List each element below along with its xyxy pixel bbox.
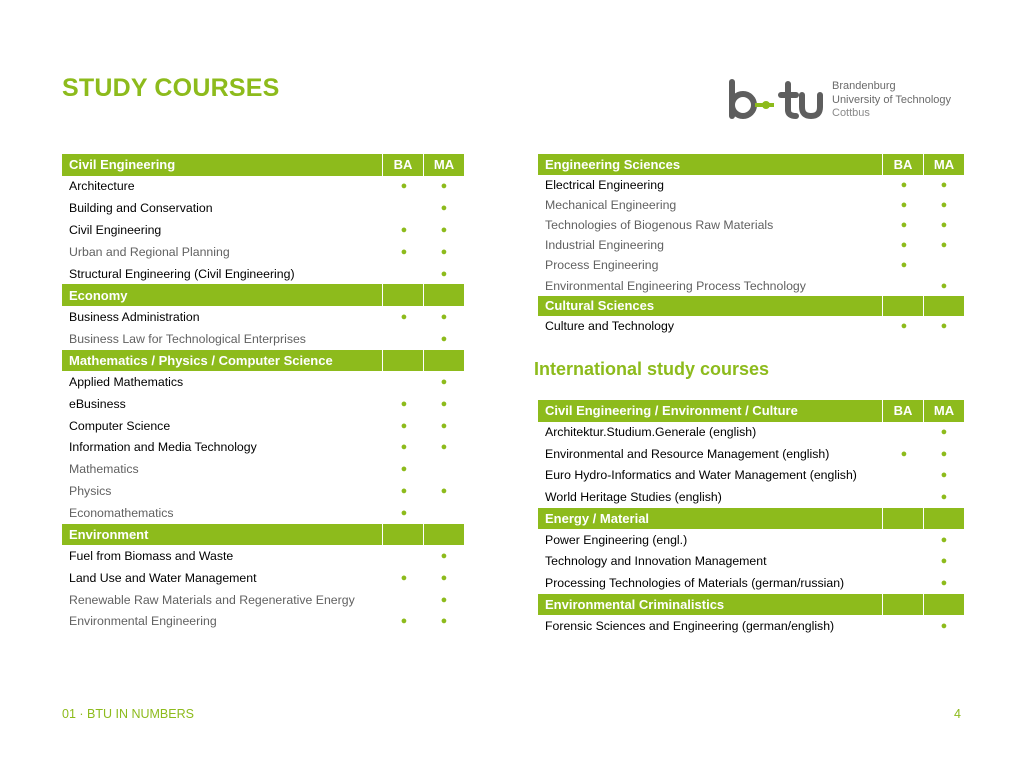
- table-row: [62, 458, 464, 480]
- ma-available-dot: ●: [440, 223, 448, 236]
- section-title: Environmental Criminalistics: [545, 596, 725, 612]
- ba-available-dot: ●: [400, 441, 408, 454]
- ma-available-dot: ●: [440, 310, 448, 323]
- course-name: Computer Science: [69, 418, 171, 433]
- table-row: [62, 263, 464, 285]
- ma-available-dot: ●: [940, 279, 948, 292]
- table-row: [62, 415, 464, 437]
- ba-available-dot: ●: [400, 310, 408, 323]
- course-name: eBusiness: [69, 396, 126, 411]
- table-row: [538, 235, 964, 255]
- table-row: [538, 615, 964, 637]
- table-row: [538, 443, 964, 465]
- ma-available-dot: ●: [940, 533, 948, 546]
- ba-available-dot: ●: [900, 239, 908, 252]
- section-title: Civil Engineering: [69, 157, 176, 173]
- table-row: [62, 436, 464, 458]
- ba-available-dot: ●: [400, 506, 408, 519]
- table-row: [538, 572, 964, 594]
- section-title: Environment: [69, 526, 149, 542]
- table-row: [538, 275, 964, 295]
- table-section-header: [62, 284, 464, 306]
- table-row: [62, 219, 464, 241]
- ba-available-dot: ●: [900, 320, 908, 333]
- table-row: [62, 306, 464, 328]
- column-header-ma: [423, 350, 464, 372]
- logo-line-3: Cottbus: [832, 107, 870, 119]
- ba-available-dot: ●: [900, 259, 908, 272]
- ma-available-dot: ●: [440, 593, 448, 606]
- table-row: [62, 176, 464, 198]
- section-title: Engineering Sciences: [545, 156, 681, 172]
- ma-available-dot: ●: [940, 426, 948, 439]
- course-name: Power Engineering (engl.): [545, 532, 688, 547]
- section-title: Economy: [69, 287, 128, 303]
- ba-available-dot: ●: [400, 245, 408, 258]
- course-name: Processing Technologies of Materials (german/russian): [545, 575, 845, 590]
- table-row: [62, 502, 464, 524]
- logo-text: [832, 80, 951, 121]
- column-header-ma: [423, 284, 464, 306]
- table-section-header: [538, 508, 964, 530]
- column-header-ba: [382, 284, 423, 306]
- column-header-ba: [382, 524, 423, 546]
- table-section-header: [538, 400, 964, 422]
- ba-available-dot: ●: [400, 615, 408, 628]
- course-name: Information and Media Technology: [69, 440, 257, 455]
- ma-available-dot: ●: [440, 397, 448, 410]
- column-header-ba: [882, 594, 923, 616]
- course-name: Economathematics: [69, 505, 174, 520]
- course-name: Architektur.Studium.Generale (english): [545, 425, 757, 440]
- column-header-ma: [923, 594, 964, 616]
- column-header-ma: [423, 524, 464, 546]
- ma-available-dot: ●: [440, 615, 448, 628]
- course-name: Fuel from Biomass and Waste: [69, 549, 234, 564]
- course-name: Industrial Engineering: [545, 238, 664, 253]
- left-course-table: [62, 154, 464, 632]
- ba-available-dot: ●: [400, 397, 408, 410]
- ba-available-dot: ●: [900, 198, 908, 211]
- international-title: International study courses: [534, 359, 770, 379]
- ba-available-dot: ●: [400, 484, 408, 497]
- ma-available-dot: ●: [440, 332, 448, 345]
- ba-available-dot: ●: [400, 223, 408, 236]
- table-row: [538, 255, 964, 275]
- btu-logo: [726, 78, 966, 124]
- column-header-ma: MA: [423, 154, 464, 176]
- section-title: Cultural Sciences: [545, 298, 655, 314]
- ma-available-dot: ●: [940, 218, 948, 231]
- logo-line-2: University of Technology: [832, 93, 952, 106]
- table-section-header: [538, 296, 964, 317]
- column-header-ba: BA: [882, 154, 923, 175]
- ma-available-dot: ●: [940, 469, 948, 482]
- ma-available-dot: ●: [440, 375, 448, 388]
- table-row: [538, 529, 964, 551]
- table-row: [62, 611, 464, 633]
- ma-available-dot: ●: [940, 178, 948, 191]
- ma-available-dot: ●: [440, 202, 448, 215]
- course-name: Environmental and Resource Management (english): [545, 446, 830, 461]
- ma-available-dot: ●: [940, 320, 948, 333]
- column-header-ma: MA: [923, 154, 964, 175]
- btu-logo-mark: [726, 78, 826, 124]
- table-row: [62, 197, 464, 219]
- table-row: [62, 371, 464, 393]
- table-row: [62, 545, 464, 567]
- table-row: [62, 567, 464, 589]
- course-name: Technology and Innovation Management: [545, 554, 767, 569]
- ba-available-dot: ●: [400, 463, 408, 476]
- course-name: Mechanical Engineering: [545, 197, 677, 212]
- column-header-ma: MA: [923, 400, 964, 422]
- section-title: Civil Engineering / Environment / Culture: [545, 403, 798, 419]
- table-row: [538, 465, 964, 487]
- ma-available-dot: ●: [940, 198, 948, 211]
- table-section-header: [62, 350, 464, 372]
- ma-available-dot: ●: [940, 576, 948, 589]
- course-name: Forensic Sciences and Engineering (german/english): [545, 618, 835, 633]
- course-name: Building and Conservation: [69, 201, 213, 216]
- table-section-header: [538, 594, 964, 616]
- table-row: [538, 316, 964, 336]
- column-header-ba: [382, 350, 423, 372]
- course-name: Process Engineering: [545, 258, 659, 273]
- table-row: [62, 241, 464, 263]
- ma-available-dot: ●: [440, 484, 448, 497]
- column-header-ba: BA: [882, 400, 923, 422]
- ma-available-dot: ●: [440, 419, 448, 432]
- column-header-ba: [882, 508, 923, 530]
- course-name: Environmental Engineering Process Technology: [545, 278, 806, 293]
- ba-available-dot: ●: [400, 419, 408, 432]
- page-number: 4: [954, 707, 961, 721]
- course-name: World Heritage Studies (english): [545, 489, 722, 504]
- table-row: [62, 328, 464, 350]
- course-name: Culture and Technology: [545, 319, 674, 334]
- table-row: [62, 480, 464, 502]
- course-name: Physics: [69, 483, 112, 498]
- ma-available-dot: ●: [940, 239, 948, 252]
- table-row: [538, 422, 964, 444]
- table-section-header: [62, 154, 464, 176]
- ma-available-dot: ●: [940, 490, 948, 503]
- table-row: [538, 486, 964, 508]
- course-name: Urban and Regional Planning: [69, 244, 230, 259]
- course-name: Civil Engineering: [69, 222, 162, 237]
- table-section-header: [62, 524, 464, 546]
- page-title: STUDY COURSES: [62, 74, 280, 102]
- course-name: Technologies of Biogenous Raw Materials: [545, 217, 774, 232]
- ma-available-dot: ●: [440, 571, 448, 584]
- course-name: Environmental Engineering: [69, 614, 217, 629]
- course-name: Land Use and Water Management: [69, 570, 257, 585]
- ba-available-dot: ●: [900, 447, 908, 460]
- column-header-ba: BA: [382, 154, 423, 176]
- table-row: [538, 175, 964, 195]
- column-header-ba: [882, 296, 923, 317]
- logo-line-1: Brandenburg: [832, 80, 896, 92]
- course-name: Business Law for Technological Enterprises: [69, 331, 306, 346]
- ba-available-dot: ●: [400, 571, 408, 584]
- ma-available-dot: ●: [440, 267, 448, 280]
- section-title: Mathematics / Physics / Computer Science: [69, 352, 333, 368]
- column-header-ma: [923, 508, 964, 530]
- ma-available-dot: ●: [940, 447, 948, 460]
- ba-available-dot: ●: [900, 218, 908, 231]
- ma-available-dot: ●: [440, 441, 448, 454]
- international-course-table: [538, 400, 964, 637]
- course-name: Electrical Engineering: [545, 177, 664, 192]
- ba-available-dot: ●: [900, 178, 908, 191]
- section-title: Energy / Material: [545, 510, 650, 526]
- ba-available-dot: ●: [400, 180, 408, 193]
- course-name: Mathematics: [69, 462, 139, 477]
- table-row: [538, 215, 964, 235]
- ma-available-dot: ●: [440, 550, 448, 563]
- table-section-header: [538, 154, 964, 175]
- course-name: Euro Hydro-Informatics and Water Management (english): [545, 468, 857, 483]
- table-row: [62, 589, 464, 611]
- footer-section-label: 01 · BTU IN NUMBERS: [62, 707, 194, 721]
- column-header-ma: [923, 296, 964, 317]
- course-name: Architecture: [69, 179, 135, 194]
- course-name: Applied Mathematics: [69, 374, 184, 389]
- ma-available-dot: ●: [440, 245, 448, 258]
- ma-available-dot: ●: [940, 555, 948, 568]
- course-name: Renewable Raw Materials and Regenerative Energy: [69, 592, 355, 607]
- right-course-table: [538, 154, 964, 336]
- table-row: [538, 551, 964, 573]
- table-row: [538, 195, 964, 215]
- table-row: [62, 393, 464, 415]
- ma-available-dot: ●: [440, 180, 448, 193]
- ma-available-dot: ●: [940, 619, 948, 632]
- course-name: Structural Engineering (Civil Engineering): [69, 266, 295, 281]
- course-name: Business Administration: [69, 309, 200, 324]
